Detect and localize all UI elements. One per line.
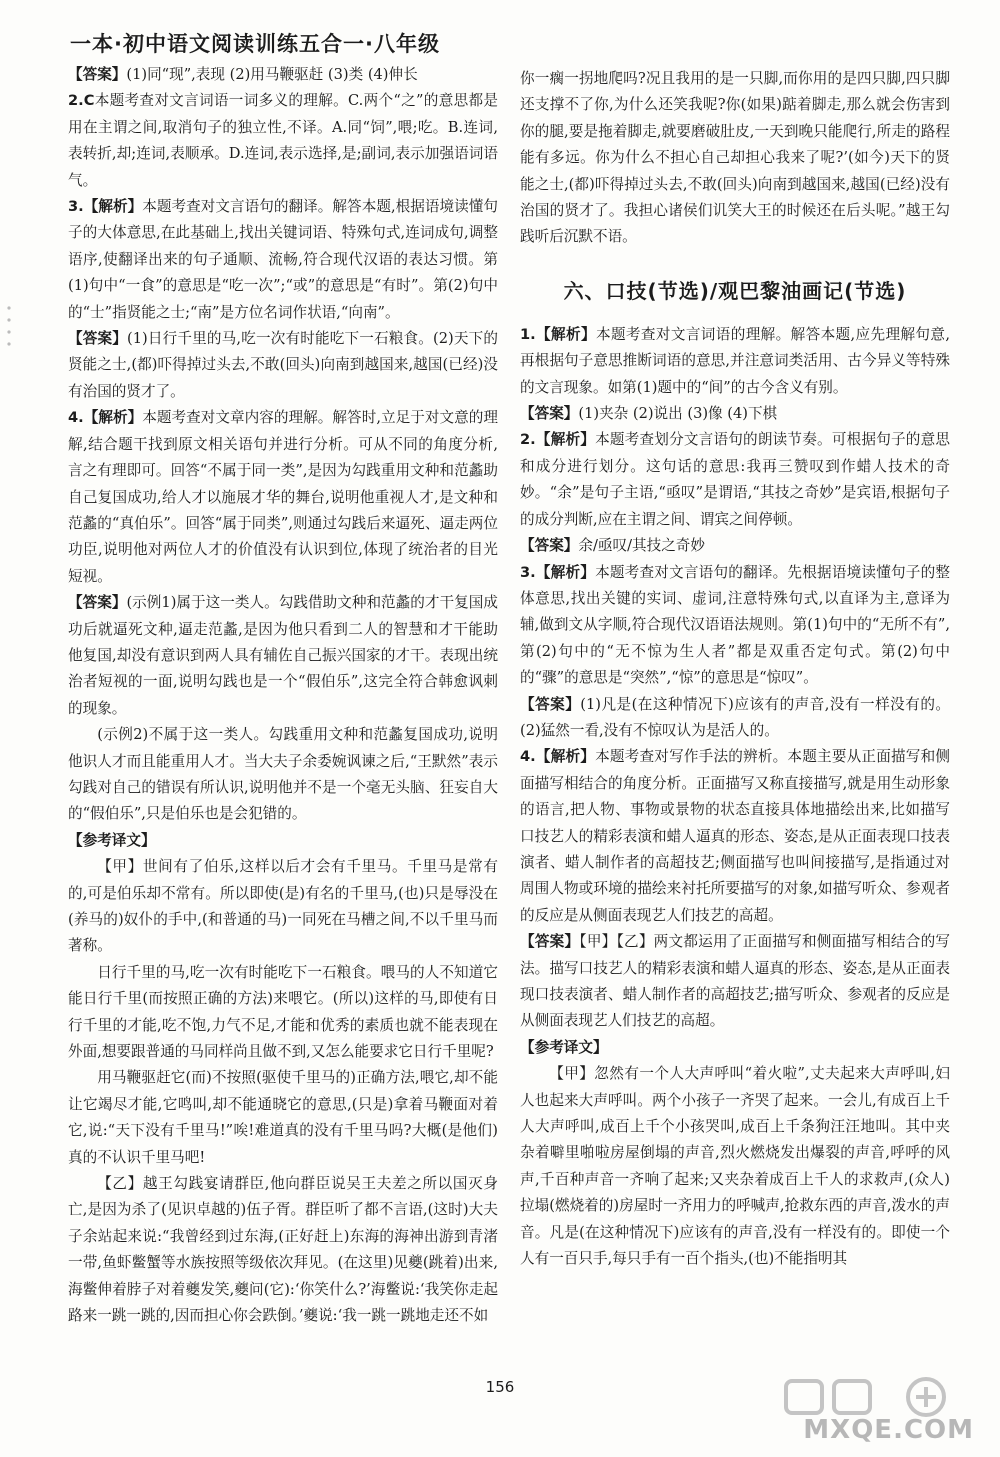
block-tag: 【解析】: [535, 431, 596, 449]
translation-heading: [520, 1035, 950, 1061]
analysis-block: [520, 322, 950, 401]
block-text: 本题考查对文章内容的理解。解答时,立足于对文意的理解,结合题干找到原文相关语句并进行分析。可从不同的角度分析,言之有理即可。回答“不属于同一类”,是因为勾践重用文种和范蠡助自己复国成功,给人才以施展才华的舞台,说明他重视人才,是文种和范蠡的“真伯乐”。回答“属于同类”,则通过勾践后来逼死、逼走两位功臣,说明他对两位人才的价值没有认识到位,体现了统治者的目光短视。: [68, 409, 498, 585]
block-text: 【乙】越王勾践宴请群臣,他向群臣说吴王夫差之所以国灭身亡,是因为杀了(见识卓越的)伍子胥。群臣听了都不言语,(这时)大夫子余站起来说:“我曾经到过东海,(正好赶上)东海的海神出游到青渚一带,鱼虾鳖蟹等水族按照等级依次拜见。(在这里)见夔(跳着)出来,海鳖伸着脖子对着夔发笑,夔问(它):‘你笑什么?’海鳖说:‘我笑你走起路来一跳一跳的,因而担心你会跌倒。’夔说:‘我一跳一跳地走还不如: [68, 1175, 498, 1325]
block-text: 本题考查对文言语句的翻译。先根据语境读懂句子的整体意思,找出关键的实词、虚词,注意特殊句式,以直译为主,意译为辅,做到文从字顺,符合现代汉语语法规则。第(1)句中的“无所不有”,第(2)句中的“无不惊为生人者”都是双重否定句式。第(2)句中的“骤”的意思是“突然”,“惊”的意思是“惊叹”。: [520, 563, 950, 687]
block-tag: 【解析】: [83, 409, 143, 427]
block-text: (1)夹杂 (2)说出 (3)像 (4)下棋: [578, 405, 778, 423]
question-number: 2.: [520, 431, 536, 449]
block-tag: 【答案】: [520, 933, 580, 951]
block-tag: 【答案】: [520, 537, 579, 555]
translation-heading: [68, 828, 498, 854]
block-text: 日行千里的马,吃一次有时能吃下一石粮食。喂马的人不知道它能日行千里(而按照正确的方法)来喂它。(所以)这样的马,即使有日行千里的才能,吃不饱,力气不足,才能和优秀的素质也就不能表现在外面,想要跟普通的马同样尚且做不到,又怎么能要求它日行千里呢?: [68, 963, 498, 1061]
left-column: [68, 62, 498, 1382]
answer-block: [520, 929, 950, 1035]
question-number: 4.: [68, 409, 84, 427]
block-text: (1)凡是(在这种情况下)应该有的声音,没有一样没有的。(2)猛然一看,没有不惊叹认为是活人的。: [520, 695, 950, 739]
watermark-text: MXQE.COM: [803, 1415, 974, 1445]
right-column: [520, 66, 950, 1386]
block-text: (1)同“现”,表现 (2)用马鞭驱赶 (3)类 (4)伸长: [126, 66, 418, 83]
analysis-block: [520, 744, 950, 929]
block-text: 本题考查对文言语句的翻译。解答本题,根据语境读懂句子的大体意思,在此基础上,找出关键词语、特殊句式,连词成句,调整语序,使翻译出来的句子通顺、流畅,符合现代汉语的表达习惯。第(1)句中“一食”的意思是“吃一次”;“或”的意思是“有时”。第(2)句中的“士”指贤能之士;“南”是方位名词作状语,“向南”。: [68, 198, 498, 321]
block-tag: 【答案】: [68, 594, 127, 612]
answer-block: [68, 590, 498, 722]
paragraph: [520, 1061, 950, 1272]
question-number: 3.: [520, 563, 536, 581]
block-text: 本题考查划分文言语句的朗读节奏。可根据句子的意思和成分进行划分。这句话的意思:我再三赞叹到作蜡人技术的奇妙。“余”是句子主语,“亟叹”是谓语,“其技之奇妙”是宾语,根据句子的成分判断,应在主谓之间、谓宾之间停顿。: [520, 431, 950, 528]
section-title: 六、口技(节选)/观巴黎油画记(节选): [563, 278, 907, 303]
block-text: 【甲】【乙】两文都运用了正面描写和侧面描写相结合的写法。描写口技艺人的精彩表演和蜡人逼真的形态、姿态,是从正面表现口技表演者、蜡人制作者的高超技艺;描写听众、参观者的反应是从侧面表现艺人们技艺的高超。: [520, 933, 950, 1030]
book-title: 一本·初中语文阅读训练五合一·八年级: [70, 32, 440, 56]
block-tag: 【参考译文】: [520, 1038, 608, 1056]
paragraph: [68, 1171, 498, 1329]
block-text: 余/亟叹/其技之奇妙: [578, 537, 705, 555]
paragraph: [68, 1065, 498, 1171]
block-text: 你一瘸一拐地爬吗?况且我用的是一只脚,而你用的是四只脚,四只脚还支撑不了你,为什么还笑我呢?你(如果)踮着脚走,那么就会伤害到你的腿,要是拖着脚走,就要磨破肚皮,一天到晚只能爬行,所走的路程能有多远。你为什么不担心自己却担心我来了呢?’(如今)天下的贤能之士,(都)吓得掉过头去,不敢(回头)向南到越国来,越国(已经)没有治国的贤才了。我担心诸侯们讥笑大王的时候还在后头呢。”越王勾践听后沉默不语。: [520, 70, 950, 246]
block-tag: 【解析】: [535, 748, 596, 766]
block-text: (示例2)不属于这一类人。勾践重用文种和范蠡复国成功,说明他识人才而且能重用人才。当大夫子余委婉讽谏之后,“王默然”表示勾践对自己的错误有所认识,说明他并不是一个毫无头脑、狂妄自大的“假伯乐”,只是伯乐也是会犯错的。: [68, 726, 498, 823]
paragraph: [520, 66, 950, 251]
block-text: 用马鞭驱赶它(而)不按照(驱使千里马的)正确方法,喂它,却不能让它竭尽才能,它鸣叫,却不能通晓它的意思,(只是)拿着马鞭面对着它,说:“天下没有千里马!”唉!难道真的没有千里马吗?大概(是他们)真的不认识千里马吧!: [68, 1069, 498, 1166]
block-text: (1)日行千里的马,吃一次有时能吃下一石粮食。(2)天下的贤能之士,(都)吓得掉过头去,不敢(回头)向南到越国来,越国(已经)没有治国的贤才了。: [68, 330, 498, 400]
block-text: 本题考查对文言词语一词多义的理解。C.两个“之”的意思都是用在主谓之间,取消句子的独立性,不译。A.同“饲”,喂;吃。B.连词,表转折,却;连词,表顺承。D.连词,表示选择,是;副词,表示加强语词语气。: [68, 92, 498, 189]
answer-block: [520, 692, 950, 745]
block-text: 【甲】忽然有一个人大声呼叫“着火啦”,丈夫起来大声呼叫,妇人也起来大声呼叫。两个小孩子一齐哭了起来。一会儿,有成百上千人大声呼叫,成百上千个小孩哭叫,成百上千条狗汪汪地叫。其中夹杂着噼里啪啦房屋倒塌的声音,烈火燃烧发出爆裂的声音,呼呼的风声,千百种声音一齐响了起来;又夹杂着成百上千人的求救声,(众人)拉塌(燃烧着的)房屋时一齐用力的呼喊声,抢救东西的声音,泼水的声音。凡是(在这种情况下)应该有的声音,没有一样没有的。即使一个人有一百只手,每只手有一百个指头,(也)不能指明其: [520, 1065, 950, 1268]
analysis-block: [520, 427, 950, 533]
block-tag: 【答案】: [68, 330, 128, 348]
paragraph: [68, 722, 498, 828]
block-tag: 【参考译文】: [68, 831, 156, 849]
binding-marks: [2, 300, 16, 360]
paragraph: [68, 854, 498, 960]
question-number: 2.C: [68, 92, 95, 110]
paragraph: [68, 960, 498, 1066]
block-text: (示例1)属于这一类人。勾践借助文种和范蠡的才干复国成功后就逼死文种,逼走范蠡,是因为他只看到二人的智慧和才干能助他复国,却没有意识到两人具有辅佐自己振兴国家的才干。表现出统治者短视的一面,说明勾践也是一个“假伯乐”,这完全符合韩愈讽刺的现象。: [68, 594, 498, 717]
block-tag: 【解析】: [535, 563, 596, 581]
continued-translation: [520, 66, 950, 251]
answer-block: [520, 401, 950, 427]
answer-block: [68, 326, 498, 405]
block-tag: 【答案】: [520, 695, 581, 713]
section-answers: [520, 322, 950, 1273]
analysis-block: [68, 405, 498, 590]
question-number: 4.: [520, 748, 536, 766]
paragraph: [68, 88, 498, 194]
block-text: 本题考查对写作手法的辨析。本题主要从正面描写和侧面描写相结合的角度分析。正面描写又称直接描写,就是用生动形象的语言,把人物、事物或景物的状态直接具体地描绘出来,比如描写口技艺人的精彩表演和蜡人逼真的形态、姿态,是从正面表现口技表演者、蜡人制作者的高超技艺;侧面描写也叫间接描写,是指通过对周围人物或环境的描绘来衬托所要描写的对象,如描写听众、参观者的反应是从侧面表现艺人们技艺的高超。: [520, 748, 950, 924]
question-number: 3.: [68, 198, 84, 216]
block-text: 本题考查对文言词语的理解。解答本题,应先理解句意,再根据句子意思推断词语的意思,并注意词类活用、古今异义等特殊的文言现象。如第(1)题中的“间”的古今含义有别。: [520, 325, 950, 396]
page-number: 156: [485, 1378, 515, 1396]
answer-block: [68, 62, 498, 88]
watermark-logo-icon: [776, 1375, 976, 1419]
analysis-block: [520, 560, 950, 692]
block-tag: 【答案】: [520, 405, 579, 423]
analysis-block: [68, 194, 498, 326]
block-text: 【甲】世间有了伯乐,这样以后才会有千里马。千里马是常有的,可是伯乐却不常有。所以即使(是)有名的千里马,(也)只是辱没在(养马的)奴仆的手中,(和普通的马)一同死在马槽之间,不以千里马而著称。: [68, 858, 498, 955]
block-tag: 【解析】: [535, 325, 596, 343]
page-header: [70, 28, 950, 62]
block-tag: 【解析】: [83, 198, 143, 216]
block-tag: 【答案】: [68, 66, 127, 83]
answer-block: [520, 533, 950, 559]
watermark: [770, 1375, 980, 1445]
question-number: 1.: [520, 325, 536, 343]
